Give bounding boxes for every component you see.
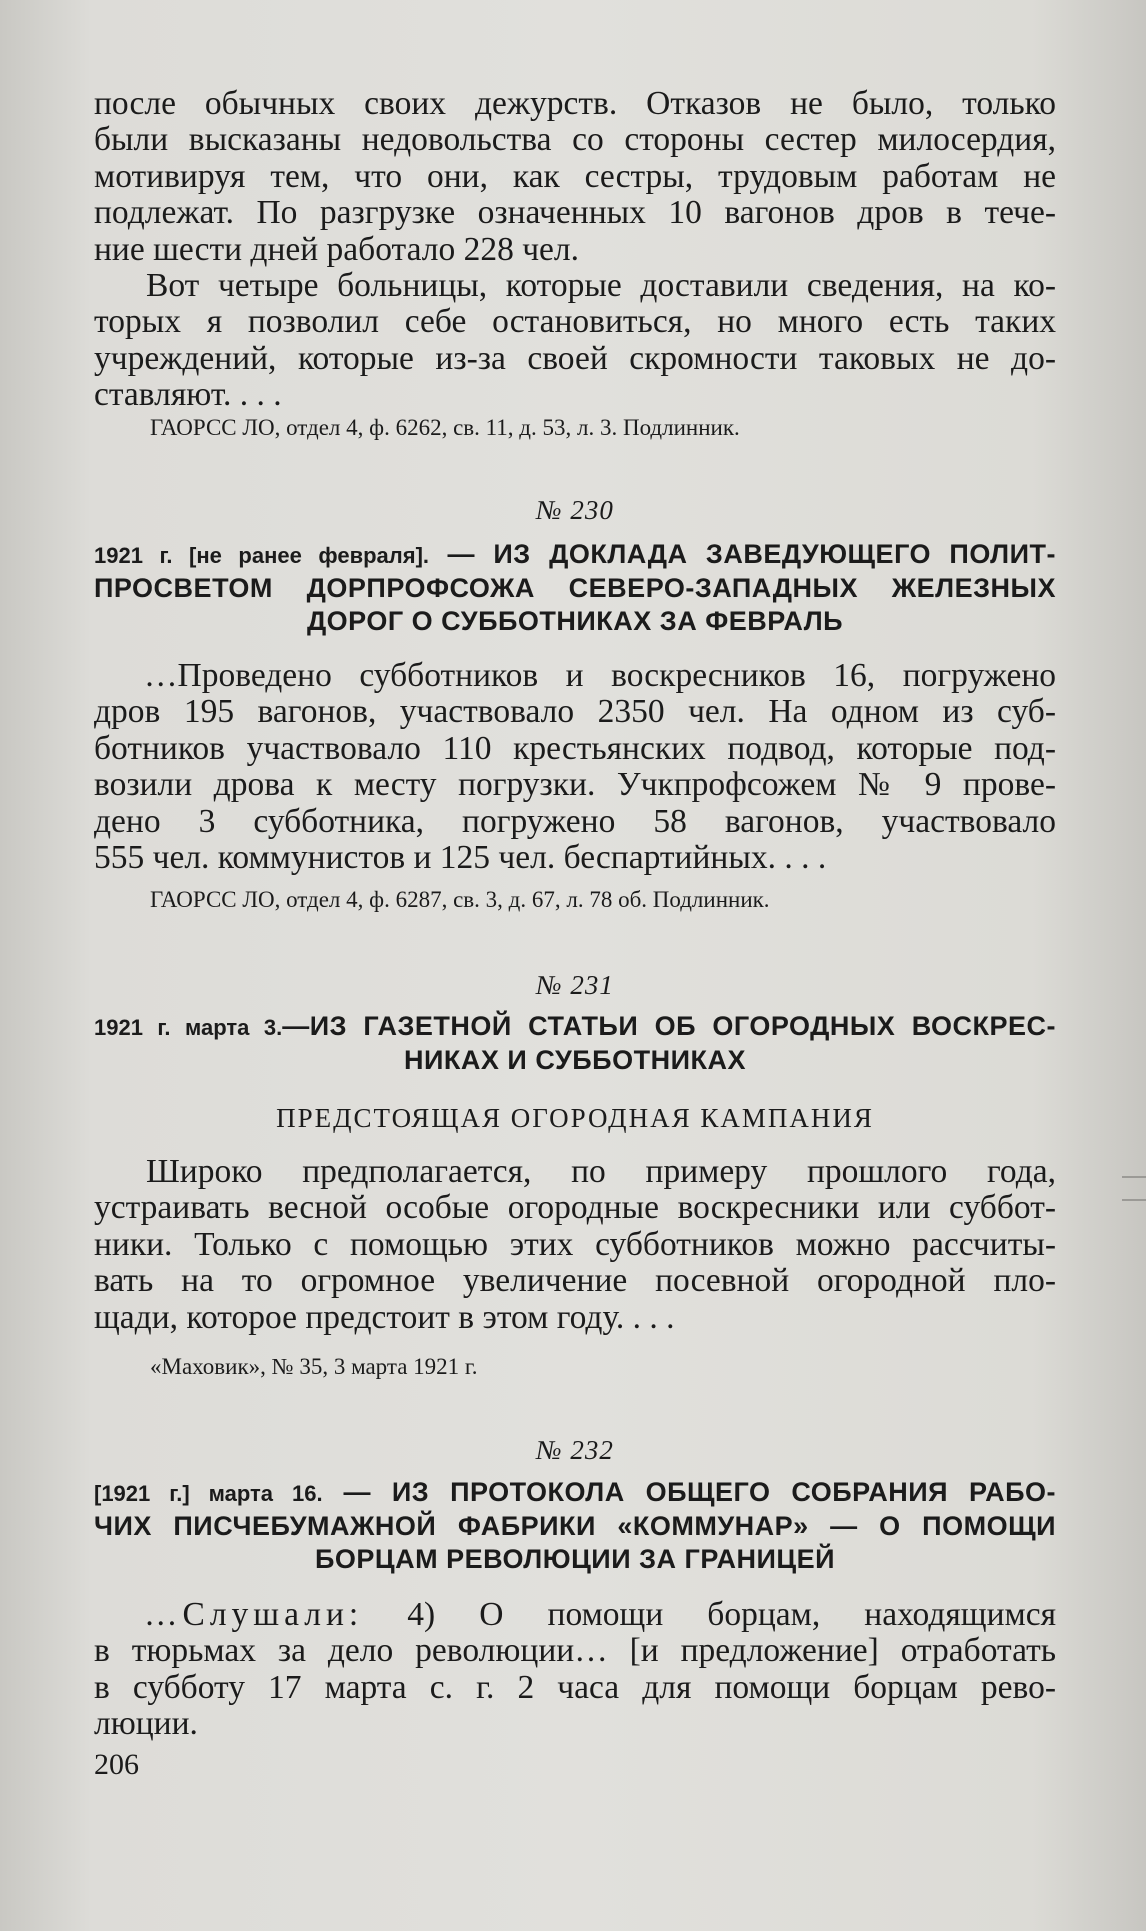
text-line: дено 3 субботника, погружено 58 вагонов, участвовало <box>94 802 1056 840</box>
newspaper-source: «Маховик», № 35, 3 марта 1921 г. <box>150 1354 478 1379</box>
scan-edge-mark <box>1122 1199 1146 1201</box>
text-line: 4) О помощи борцам, находящимся <box>363 1596 1056 1633</box>
text-line: были высказаны недовольства со стороны сестер милосердия, <box>94 121 1056 159</box>
article-subtitle: ПРЕДСТОЯЩАЯ ОГОРОДНАЯ КАМПАНИЯ <box>276 1103 874 1133</box>
heading-line: БОРЦАМ РЕВОЛЮЦИИ ЗА ГРАНИЦЕЙ <box>314 1544 836 1574</box>
text-line: щади, которое предстоит в этом году. . . . <box>94 1298 675 1336</box>
text-line: в субботу 17 марта с. г. 2 часа для помощи борцам рево- <box>94 1668 1056 1706</box>
document-heading <box>94 1476 1056 1576</box>
text-line: торых я позволил себе остановиться, но много есть таких <box>94 303 1056 341</box>
text-line: ботников участвовало 110 крестьянских подвод, которые под- <box>94 729 1056 767</box>
intro-paragraph-2 <box>94 268 1056 414</box>
heading-line: — ИЗ ДОКЛАДА ЗАВЕДУЮЩЕГО ПОЛИТ- <box>447 539 1057 569</box>
heading-line: НИКАХ И СУББОТНИКАХ <box>404 1045 746 1075</box>
page-number: 206 <box>94 1748 139 1781</box>
document-heading <box>94 538 1056 638</box>
text-line: Широко предполагается, по примеру прошлого года, <box>146 1153 1056 1190</box>
heading-line: ДОРОГ О СУББОТНИКАХ ЗА ФЕВРАЛЬ <box>306 606 844 636</box>
document-number: № 231 <box>536 970 614 1000</box>
heading-line: — ИЗ ПРОТОКОЛА ОБЩЕГО СОБРАНИЯ РАБО- <box>343 1477 1056 1507</box>
document-heading <box>94 1010 1056 1077</box>
text-line: дров 195 вагонов, участвовало 2350 чел. На одном из суб- <box>94 693 1056 731</box>
text-line: после обычных своих дежурств. Отказов не было, только <box>94 85 1056 122</box>
document-number: № 232 <box>536 1435 614 1465</box>
text-line: подлежат. По разгрузке означенных 10 вагонов дров в тече- <box>94 194 1056 232</box>
document-body <box>94 1154 1056 1336</box>
document-body <box>94 1597 1056 1743</box>
scan-edge-mark <box>1122 1176 1146 1178</box>
text-line: ставляют. . . . <box>94 376 282 414</box>
document-date: 1921 г. [не ранее февраля]. <box>94 543 430 568</box>
text-line: люции. <box>94 1705 198 1743</box>
text-line: учреждений, которые из-за своей скромности таковых не до- <box>94 339 1056 377</box>
intro-paragraph-1 <box>94 86 1056 268</box>
text-line: ники. Только с помощью этих субботников можно рассчиты- <box>94 1225 1056 1263</box>
heading-line: —ИЗ ГАЗЕТНОЙ СТАТЬИ ОБ ОГОРОДНЫХ ВОСКРЕС- <box>282 1011 1057 1041</box>
document-date: 1921 г. марта 3. <box>94 1015 283 1040</box>
document-number: № 230 <box>536 495 614 525</box>
heading-line: ЧИХ ПИСЧЕБУМАЖНОЙ ФАБРИКИ «КОММУНАР» — О ПОМОЩИ <box>94 1511 1056 1541</box>
text-line: 555 чел. коммунистов и 125 чел. беспартийных. . . . <box>94 839 827 877</box>
text-line: устраивать весной особые огородные воскресники или суббот- <box>94 1189 1056 1227</box>
heading-line: ПРОСВЕТОМ ДОРПРОФСОЖА СЕВЕРО-ЗАПАДНЫХ ЖЕЛЕЗНЫХ <box>94 573 1056 603</box>
text-line: возили дрова к месту погрузки. Учкпрофсожем № 9 прове- <box>94 766 1056 804</box>
protocol-heard-label: …Слушали: <box>144 1596 364 1633</box>
text-line: …Проведено субботников и воскресников 16, погружено <box>144 657 1056 694</box>
text-line: вать на то огромное увеличение посевной огородной пло- <box>94 1262 1056 1300</box>
text-line: в тюрьмах за дело революции… [и предложение] отработать <box>94 1632 1056 1670</box>
document-date: [1921 г.] марта 16. <box>94 1481 323 1506</box>
archive-source: ГАОРСС ЛО, отдел 4, ф. 6262, св. 11, д. 53, л. 3. Подлинник. <box>150 415 740 440</box>
archive-source: ГАОРСС ЛО, отдел 4, ф. 6287, св. 3, д. 67, л. 78 об. Подлинник. <box>150 887 770 912</box>
document-body <box>94 658 1056 876</box>
text-line: Вот четыре больницы, которые доставили сведения, на ко- <box>146 267 1056 304</box>
text-line: мотивируя тем, что они, как сестры, трудовым работам не <box>94 157 1056 195</box>
text-line: ние шести дней работало 228 чел. <box>94 230 580 268</box>
